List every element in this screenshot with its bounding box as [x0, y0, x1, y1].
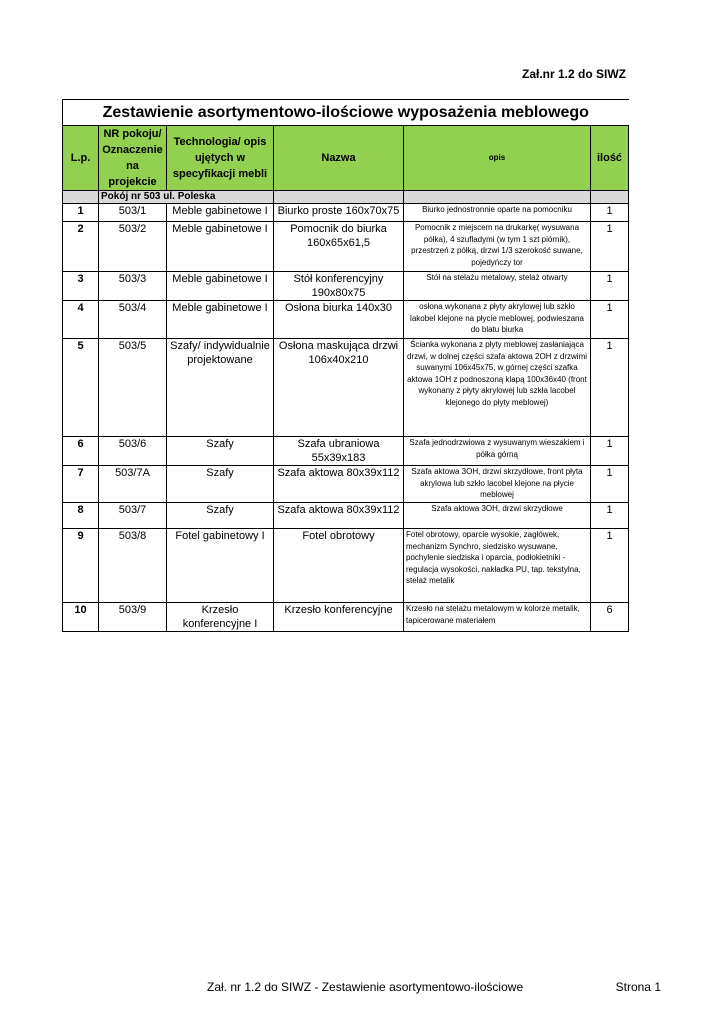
footer-text: Zał. nr 1.2 do SIWZ - Zestawienie asortymentowo-ilościowe	[207, 980, 524, 994]
row-room: 503/5	[99, 339, 167, 437]
table-row	[63, 437, 629, 466]
row-name: Krzesło konferencyjne	[274, 603, 404, 632]
row-room: 503/3	[99, 272, 167, 301]
attachment-reference: Zał.nr 1.2 do SIWZ	[521, 67, 626, 81]
row-name: Osłona biurka 140x30	[274, 301, 404, 339]
row-lp: 10	[63, 603, 99, 632]
table-row	[63, 222, 629, 272]
row-quantity: 1	[591, 222, 629, 272]
row-room: 503/7	[99, 503, 167, 529]
row-description: Szafa aktowa 3OH, drzwi skrzydłowe, front płyta akrylowa lub szkło lacobel klejone na płycie meblowej	[404, 466, 591, 503]
row-quantity: 1	[591, 301, 629, 339]
row-description: osłona wykonana z płyty akrylowej lub szkło lakobel klejone na płycie meblowej, podwieszana do blatu biurka	[404, 301, 591, 339]
row-description: Ścianka wykonana z płyty meblowej zasłaniająca drzwi, w dolnej części szafa aktowa 2OH z drzwimi suwanymi 106x45x75, w górnej części szafka aktowa 1OH z podnoszoną klapą 100x36x40 (front wykonany z płyty akrylowej lub szkła lacobel klejonego do płyty meblowej)	[404, 339, 591, 437]
column-header-quantity: ilość	[591, 126, 629, 191]
row-room: 503/4	[99, 301, 167, 339]
row-technology: Szafy	[167, 466, 274, 503]
row-description: Szafa aktowa 3OH, drzwi skrzydłowe	[404, 503, 591, 529]
table-row	[63, 204, 629, 222]
row-lp: 7	[63, 466, 99, 503]
row-lp: 4	[63, 301, 99, 339]
row-name: Pomocnik do biurka 160x65x61,5	[274, 222, 404, 272]
row-room: 503/7A	[99, 466, 167, 503]
row-quantity: 1	[591, 437, 629, 466]
row-lp: 5	[63, 339, 99, 437]
section-spacer	[591, 191, 629, 204]
row-quantity: 1	[591, 272, 629, 301]
row-room: 503/1	[99, 204, 167, 222]
row-technology: Meble gabinetowe I	[167, 301, 274, 339]
row-technology: Szafy	[167, 437, 274, 466]
row-quantity: 1	[591, 204, 629, 222]
row-quantity: 6	[591, 603, 629, 632]
row-lp: 3	[63, 272, 99, 301]
row-technology: Krzesło konferencyjne I	[167, 603, 274, 632]
column-header-technology: Technologia/ opis ujętych w specyfikacji mebli	[167, 126, 274, 191]
row-name: Stół konferencyjny 190x80x75	[274, 272, 404, 301]
row-room: 503/9	[99, 603, 167, 632]
table-row	[63, 272, 629, 301]
table-row	[63, 529, 629, 603]
row-name: Osłona maskująca drzwi 106x40x210	[274, 339, 404, 437]
row-lp: 8	[63, 503, 99, 529]
row-technology: Meble gabinetowe I	[167, 272, 274, 301]
table-row	[63, 603, 629, 632]
table-title: Zestawienie asortymentowo-ilościowe wyposażenia meblowego	[63, 100, 629, 126]
row-quantity: 1	[591, 503, 629, 529]
page-number: Strona 1	[615, 980, 661, 994]
row-quantity: 1	[591, 339, 629, 437]
section-spacer	[63, 191, 99, 204]
row-technology: Szafy/ indywidualnie projektowane	[167, 339, 274, 437]
row-description: Biurko jednostronnie oparte na pomocniku	[404, 204, 591, 222]
header-row	[63, 126, 629, 191]
row-quantity: 1	[591, 529, 629, 603]
column-header-lp: L.p.	[63, 126, 99, 191]
row-technology: Meble gabinetowe I	[167, 204, 274, 222]
row-lp: 2	[63, 222, 99, 272]
row-name: Szafa aktowa 80x39x112	[274, 466, 404, 503]
row-description: Stół na stelażu metalowy, stelaż otwarty	[404, 272, 591, 301]
row-name: Biurko proste 160x70x75	[274, 204, 404, 222]
row-room: 503/2	[99, 222, 167, 272]
section-spacer	[404, 191, 591, 204]
assortment-table	[62, 99, 629, 632]
row-room: 503/6	[99, 437, 167, 466]
section-spacer	[274, 191, 404, 204]
row-technology: Szafy	[167, 503, 274, 529]
row-room: 503/8	[99, 529, 167, 603]
row-technology: Meble gabinetowe I	[167, 222, 274, 272]
row-quantity: 1	[591, 466, 629, 503]
column-header-name: Nazwa	[274, 126, 404, 191]
row-description: Pomocnik z miejscem na drukarkę( wysuwana półka), 4 szufladymi (w tym 1 szt piórnik), przestrzeń z półką, drzwi 1/3 szerokość suwane, pojedyńczy tor	[404, 222, 591, 272]
column-header-room: NR pokoju/ Oznaczenie na projekcie	[99, 126, 167, 191]
row-name: Szafa aktowa 80x39x112	[274, 503, 404, 529]
table-row	[63, 301, 629, 339]
row-lp: 9	[63, 529, 99, 603]
row-description: Szafa jednodrzwiowa z wysuwanym wieszakiem i półka górną	[404, 437, 591, 466]
row-technology: Fotel gabinetowy I	[167, 529, 274, 603]
section-label: Pokój nr 503 ul. Poleska	[99, 191, 274, 204]
row-description: Krzesło na stelażu metalowym w kolorze metalik, tapicerowane materiałem	[404, 603, 591, 632]
column-header-description: opis	[404, 126, 591, 191]
table-row	[63, 466, 629, 503]
row-lp: 1	[63, 204, 99, 222]
table-row	[63, 503, 629, 529]
row-lp: 6	[63, 437, 99, 466]
section-row	[63, 191, 629, 204]
row-name: Fotel obrotowy	[274, 529, 404, 603]
table-row	[63, 339, 629, 437]
row-description: Fotel obrotowy, oparcie wysokie, zagłówek, mechanizm Synchro, siedzisko wysuwane, pochylenie siedziska i oparcia, podłokietniki - regulacja wysokości, nakładka PU, tap. tekstylna, stelaż metalik	[404, 529, 591, 603]
row-name: Szafa ubraniowa 55x39x183	[274, 437, 404, 466]
